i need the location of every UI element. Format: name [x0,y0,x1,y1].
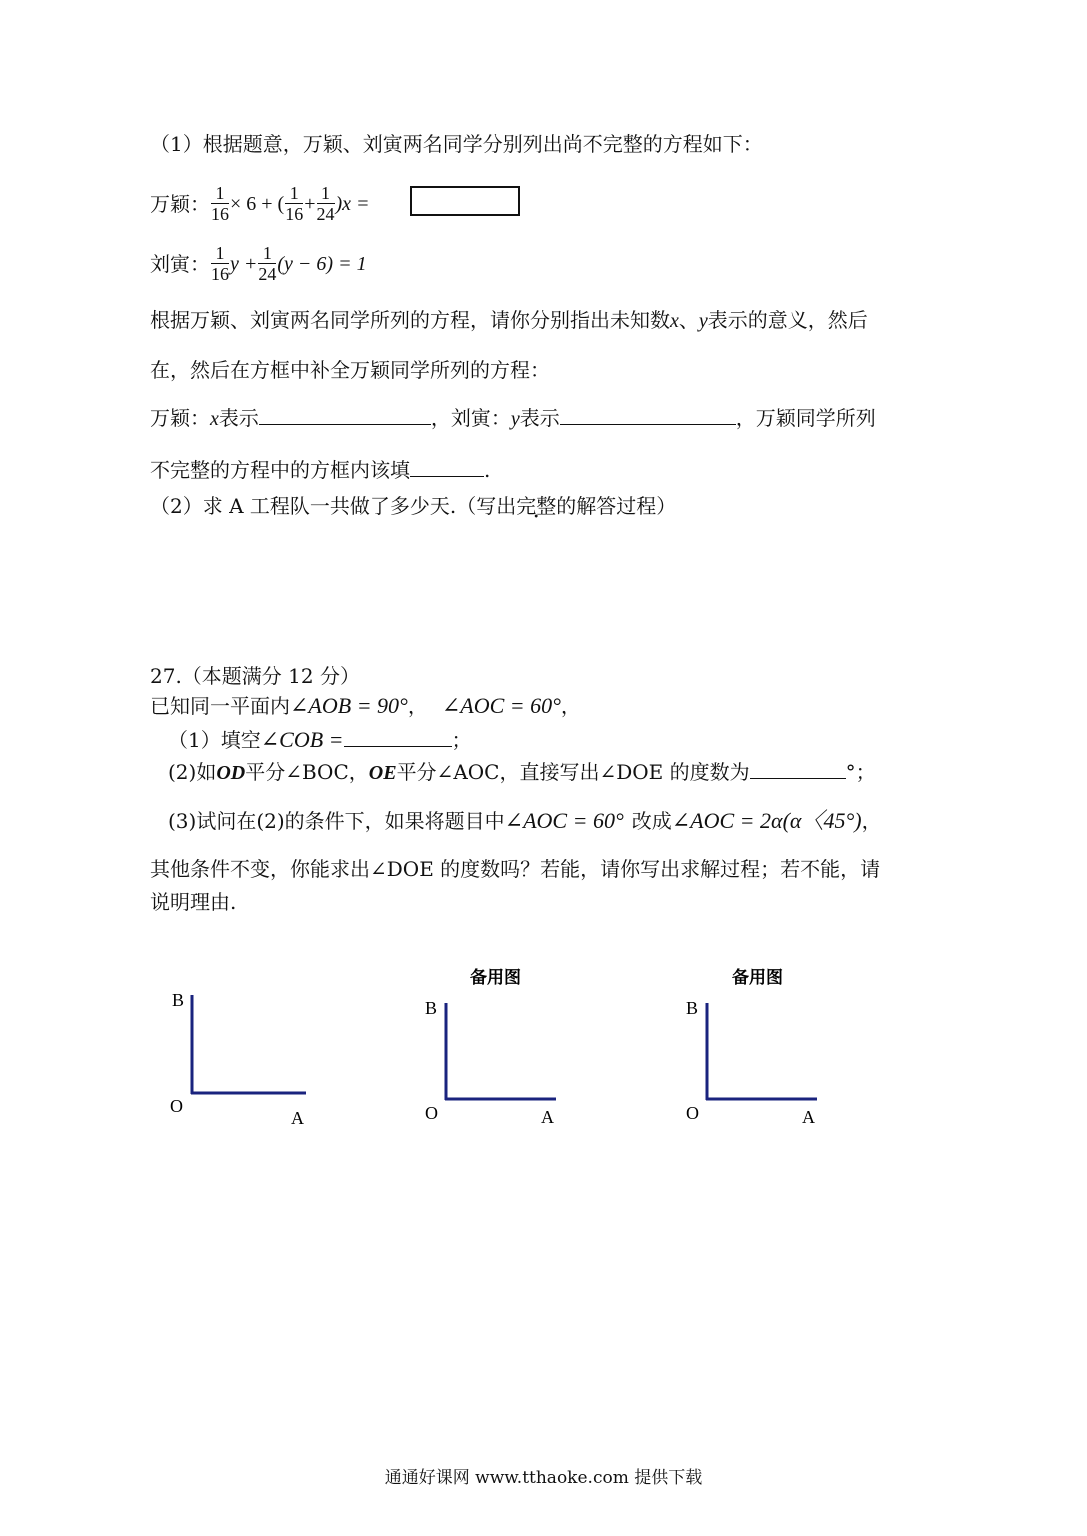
label-b: B [686,998,699,1018]
variable-y: y [698,310,708,332]
figure-caption: 备用图 [732,968,783,988]
figure-caption: 备用图 [470,968,521,988]
fraction-numerator: 1 [285,183,303,204]
label-a: A [291,1108,304,1128]
fraction-denominator: 16 [211,204,229,224]
angle-aoc-60: ∠AOC = 60° [504,808,624,833]
fraction-denominator: 24 [316,204,335,224]
fraction-denominator: 16 [285,204,304,224]
angle-aoc-2alpha: ∠AOC = 2α(α〈45°) [671,808,862,833]
variable-x: x [210,408,219,430]
fraction-numerator: 1 [317,183,335,204]
separator: 、 [678,308,699,332]
label-a: A [802,1107,815,1127]
fraction-numerator: 1 [211,243,229,264]
fraction-denominator: 16 [211,264,229,284]
sub-text: ； [451,728,472,752]
sub-text: (2)如 [168,760,217,784]
fraction-numerator: 1 [211,183,229,204]
label-o: O [170,1096,183,1116]
label-a: A [541,1107,554,1127]
label-b: B [425,998,438,1018]
q27-sub3-line3: 说明理由. [150,890,237,914]
q27-sub3-line2: 其他条件不变，你能求出∠DOE 的度数吗？若能，请你写出求解过程；若不能，请 [150,857,881,881]
given-text: 已知同一平面内 [150,694,290,718]
fill-text: ，万颖同学所列 [735,406,876,430]
equation-text: y + [230,252,258,275]
footer: 通通好课网 www.tthaoke.com 提供下载 [384,1468,703,1488]
equation-text: × 6 + ( [230,192,285,215]
angle-aob: ∠AOB = 90° [290,693,408,718]
liuyin-label: 刘寅： [150,251,210,276]
equation-text: (y − 6) = 1 [277,252,367,275]
emphasized-text: 完整 [516,494,557,518]
fill-text: 表示 [519,406,560,430]
equation-text: + [304,192,316,215]
fraction-denominator: 24 [258,264,277,284]
fill-label: 万颖： [150,406,210,430]
sub-text: °； [845,760,876,784]
label-b: B [172,990,185,1010]
figure-2 [425,967,556,1127]
instruction-line-2: 在，然后在方框中补全万颖同学所列的方程： [150,358,550,382]
label-o: O [686,1103,699,1123]
wanying-label: 万颖： [150,191,210,216]
given-text: ， [407,694,428,718]
ray-od: OD [216,762,246,784]
part1-intro: （1）根据题意，万颖、刘寅两名同学分别列出尚不完整的方程如下： [150,132,763,156]
fill-text: 不完整的方程中的方框内该填 [150,458,410,482]
instruction-text: 表示的意义，然后 [707,308,868,332]
variable-x: x [670,310,679,332]
sub-text: 改成 [631,809,672,833]
sub-text: 平分∠BOC， [245,760,369,784]
variable-y: y [510,408,520,430]
ray-oe: OE [368,762,397,784]
angle-aoc: ∠AOC = 60° [441,693,561,718]
equation-text: )x = [335,192,370,215]
figure-1 [170,990,306,1128]
sub-text: （1）填空 [168,728,261,752]
angle-cob: ∠COB = [260,727,344,752]
fill-text: . [484,458,491,482]
label-o: O [425,1103,438,1123]
given-text: ， [560,694,581,718]
fill-text: 表示 [218,406,259,430]
instruction-text: 根据万颖、刘寅两名同学所列的方程，请你分别指出未知数 [150,308,670,332]
fraction-numerator: 1 [258,243,276,264]
sub-text: (3)试问在(2)的条件下，如果将题目中 [168,809,505,833]
sub-text: 平分∠AOC，直接写出∠DOE 的度数为 [396,760,750,784]
q27-title: 27.（本题满分 12 分） [150,664,360,688]
fill-text: ，刘寅： [430,406,511,430]
sub-text: ， [861,809,882,833]
question-text: （2）求 A 工程队一共做了多少天.（写出 [150,494,517,518]
figure-3 [686,967,817,1127]
question-text: 的解答过程） [556,494,677,518]
